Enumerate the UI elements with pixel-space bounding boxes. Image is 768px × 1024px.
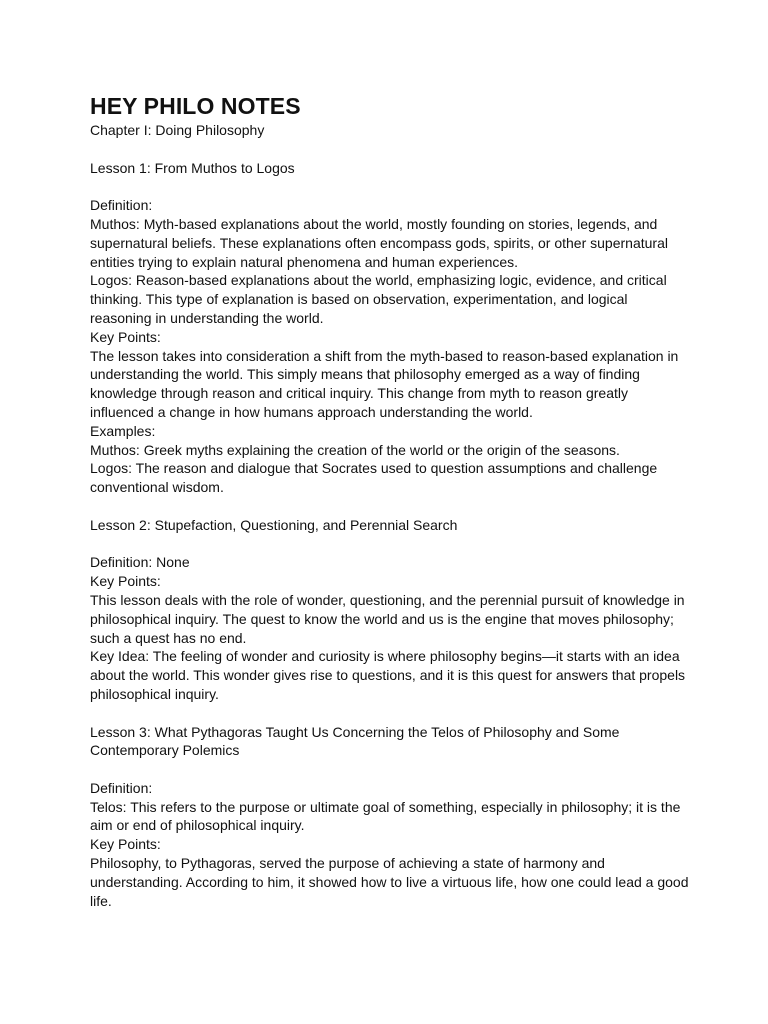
lesson-1-muthos-definition: Muthos: Myth-based explanations about the world, mostly founding on stories, legends, and supernatural beliefs. These explanations often encompass gods, spirits, or other supernatural entities trying to explain natural phenomena and human experiences. [90,215,668,270]
lesson-1-key-points-label: Key Points: [90,328,161,345]
lesson-3-telos-definition: Telos: This refers to the purpose or ultimate goal of something, especially in philosophy; it is the aim or end of philosophical inquiry. [90,798,681,834]
lesson-3-key-points-label: Key Points: [90,836,161,853]
lesson-3-heading: Lesson 3: What Pythagoras Taught Us Concerning the Telos of Philosophy and Some Contemporary Polemics [90,723,620,759]
lesson-2-key-points-label: Key Points: [90,573,161,590]
spacer [90,760,690,779]
lesson-2-key-points: This lesson deals with the role of wonder, questioning, and the perennial pursuit of knowledge in philosophical inquiry. The quest to know the world and us is the engine that moves philosophy; such a quest has no end. [90,591,685,646]
lesson-1-definition-label: Definition: [90,197,153,214]
spacer [90,704,690,723]
document-page [90,91,690,910]
lesson-1-key-points: The lesson takes into consideration a shift from the myth-based to reason-based explanation in understanding the world. This simply means that philosophy emerged as a way of finding knowledge through reason and critical inquiry. This change from myth to reason greatly influenced a change in how humans approach understanding the world. [90,347,679,420]
lesson-3-definition-label: Definition: [90,779,153,796]
spacer [90,497,690,516]
lesson-3-key-points: Philosophy, to Pythagoras, served the purpose of achieving a state of harmony and understanding. According to him, it showed how to live a virtuous life, how one could lead a good life. [90,855,689,909]
lesson-1-heading: Lesson 1: From Muthos to Logos [90,159,295,176]
lesson-1-logos-definition: Logos: Reason-based explanations about the world, emphasizing logic, evidence, and critical thinking. This type of explanation is based on observation, experimentation, and logical reasoning in understanding the world. [90,272,667,326]
lesson-2-heading: Lesson 2: Stupefaction, Questioning, and Perennial Search [90,516,458,533]
lesson-1-logos-example: Logos: The reason and dialogue that Socrates used to question assumptions and challenge conventional wisdom. [90,460,658,496]
spacer [90,140,690,159]
chapter-heading: Chapter I: Doing Philosophy [90,122,265,138]
lesson-2-definition: Definition: None [90,554,190,571]
lesson-1-muthos-example: Muthos: Greek myths explaining the creation of the world or the origin of the seasons. [90,441,620,458]
document-title: HEY PHILO NOTES [90,93,301,119]
lesson-2-key-idea: Key Idea: The feeling of wonder and curiosity is where philosophy begins—it starts with an idea about the world. This wonder gives rise to questions, and it is this quest for answers that propels philosophical inquiry. [90,648,686,702]
spacer [90,535,690,554]
lesson-1-examples-label: Examples: [90,422,156,439]
spacer [90,177,690,196]
